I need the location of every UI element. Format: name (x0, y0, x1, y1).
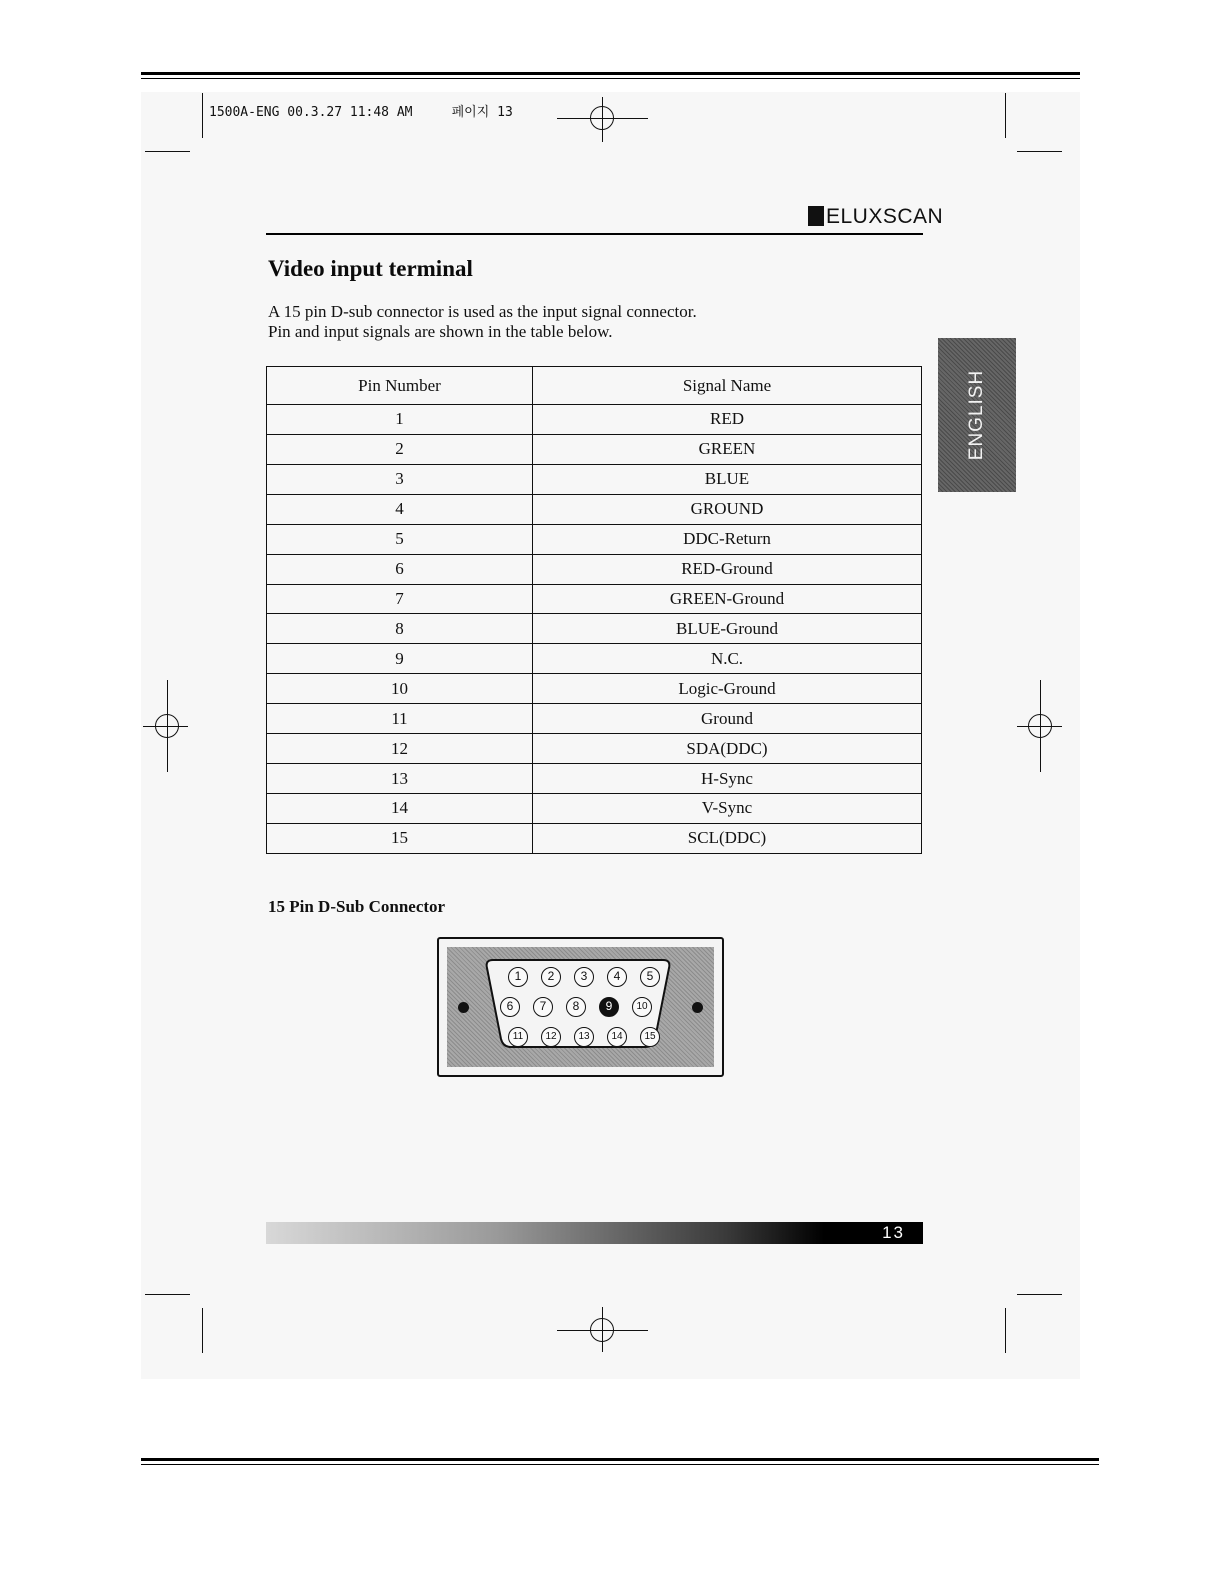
connector-pin-12: 12 (541, 1027, 561, 1047)
connector-pin-4: 4 (607, 967, 627, 987)
column-header-signal-name: Signal Name (533, 367, 922, 405)
table-row (267, 554, 922, 584)
table-row (267, 405, 922, 435)
signal-name-cell: GREEN (533, 434, 922, 464)
connector-title: 15 Pin D-Sub Connector (268, 897, 446, 916)
table-row (267, 614, 922, 644)
bottom-rule-thick (141, 1458, 1099, 1461)
table-row (267, 674, 922, 704)
pin-number-cell: 9 (267, 644, 533, 674)
logo-d-mark-icon (808, 206, 824, 226)
pin-number-cell: 5 (267, 524, 533, 554)
signal-name-cell: DDC-Return (533, 524, 922, 554)
crop-mark (1017, 1294, 1062, 1295)
signal-name-cell: RED-Ground (533, 554, 922, 584)
signal-name-cell: GREEN-Ground (533, 584, 922, 614)
pin-number-cell: 13 (267, 764, 533, 794)
signal-name-cell: Ground (533, 704, 922, 734)
table-row (267, 524, 922, 554)
connector-pin-7: 7 (533, 997, 553, 1017)
crop-mark (145, 1294, 190, 1295)
table-row (267, 434, 922, 464)
pin-number-cell: 2 (267, 434, 533, 464)
crop-mark (145, 151, 190, 152)
footer-gradient-bar (266, 1222, 923, 1244)
language-tab-label: ENGLISH (966, 369, 987, 461)
registration-mark-circle (155, 714, 179, 738)
pin-number-cell: 14 (267, 793, 533, 823)
connector-pin-13: 13 (574, 1027, 594, 1047)
brand-logo-text: ELUXSCAN (826, 205, 944, 228)
signal-name-cell: BLUE-Ground (533, 614, 922, 644)
pin-number-cell: 15 (267, 823, 533, 853)
page-number: 13 (882, 1223, 905, 1242)
pin-number-cell: 4 (267, 494, 533, 524)
signal-name-cell: Logic-Ground (533, 674, 922, 704)
language-tab (938, 338, 1016, 492)
connector-pin-15: 15 (640, 1027, 660, 1047)
crop-mark (1017, 151, 1062, 152)
table-row (267, 734, 922, 764)
print-header: 1500A-ENG 00.3.27 11:48 AM 페이지 13 (209, 105, 513, 120)
signal-name-cell: RED (533, 405, 922, 435)
pin-number-cell: 6 (267, 554, 533, 584)
connector-pin-11: 11 (508, 1027, 528, 1047)
signal-name-cell: N.C. (533, 644, 922, 674)
pin-number-cell: 8 (267, 614, 533, 644)
intro-line-2: Pin and input signals are shown in the table below. (268, 322, 613, 341)
d-sub-connector-diagram (437, 937, 724, 1077)
column-header-pin-number: Pin Number (267, 367, 533, 405)
connector-pin-2: 2 (541, 967, 561, 987)
connector-pin-1: 1 (508, 967, 528, 987)
pin-signal-table (266, 366, 922, 854)
pin-number-cell: 10 (267, 674, 533, 704)
header-rule (266, 233, 923, 235)
pin-number-cell: 12 (267, 734, 533, 764)
table-row (267, 464, 922, 494)
connector-pin-8: 8 (566, 997, 586, 1017)
top-rule-thick (141, 72, 1080, 75)
intro-line-1: A 15 pin D-sub connector is used as the input signal connector. (268, 302, 697, 321)
pin-number-cell: 7 (267, 584, 533, 614)
signal-name-cell: SDA(DDC) (533, 734, 922, 764)
signal-name-cell: BLUE (533, 464, 922, 494)
signal-name-cell: H-Sync (533, 764, 922, 794)
crop-mark (1005, 1308, 1006, 1353)
connector-pin-10: 10 (632, 997, 652, 1017)
connector-pin-9: 9 (599, 997, 619, 1017)
bottom-rule-thin (141, 1464, 1099, 1465)
registration-mark-circle (590, 1318, 614, 1342)
table-row (267, 584, 922, 614)
table-header-row (267, 367, 922, 405)
brand-logo (808, 205, 943, 229)
signal-name-cell: GROUND (533, 494, 922, 524)
pin-layer (447, 947, 714, 1067)
section-title: Video input terminal (268, 256, 473, 281)
registration-mark-circle (590, 106, 614, 130)
connector-pin-5: 5 (640, 967, 660, 987)
registration-mark-circle (1028, 714, 1052, 738)
pin-number-cell: 3 (267, 464, 533, 494)
connector-pin-3: 3 (574, 967, 594, 987)
crop-mark (1005, 93, 1006, 138)
crop-mark (202, 1308, 203, 1353)
table-row (267, 494, 922, 524)
signal-name-cell: V-Sync (533, 793, 922, 823)
section-intro (268, 302, 697, 342)
table-row (267, 823, 922, 853)
pin-number-cell: 11 (267, 704, 533, 734)
connector-pin-6: 6 (500, 997, 520, 1017)
signal-name-cell: SCL(DDC) (533, 823, 922, 853)
table-row (267, 704, 922, 734)
crop-mark (202, 93, 203, 138)
top-rule-thin (141, 78, 1080, 79)
connector-pin-14: 14 (607, 1027, 627, 1047)
table-row (267, 644, 922, 674)
pin-number-cell: 1 (267, 405, 533, 435)
table-row (267, 793, 922, 823)
table-row (267, 764, 922, 794)
connector-plate (447, 947, 714, 1067)
